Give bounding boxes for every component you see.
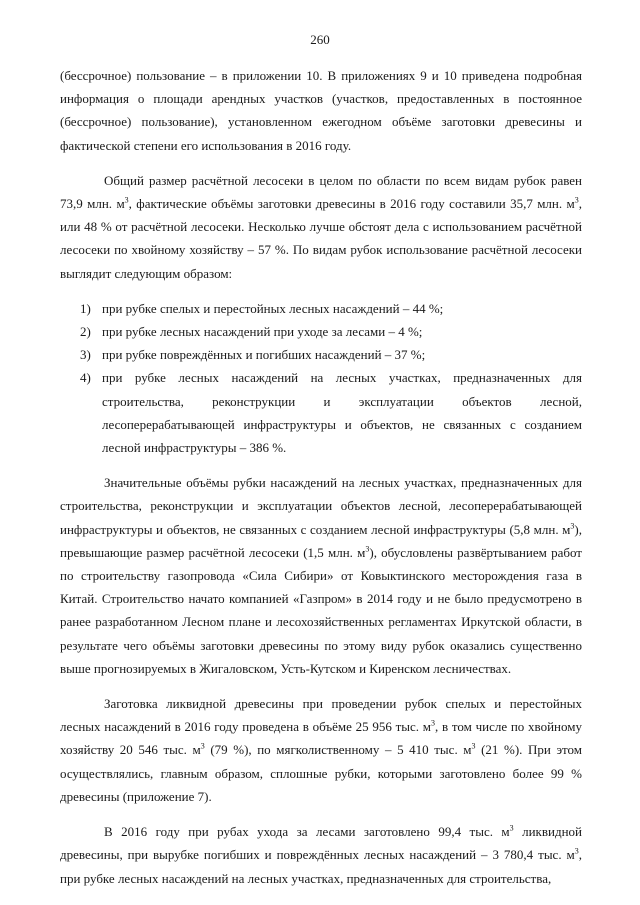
paragraph-liquid-wood bbox=[60, 692, 582, 808]
text-run: , фактические объёмы заготовки древесины в 2016 году составили 35,7 млн. м bbox=[128, 196, 575, 212]
text-run: , при рубке лесных насаждений на лесных участках, предназначенных для строительства, bbox=[60, 847, 582, 886]
text-run: Значительные объёмы рубки насаждений на лесных участках, предназначенных для строительства, реконструкции и эксплуатации объектов лесной, лесоперерабатывающей инфраструктуры и объектов, не связанных с созданием лесной инфраструктуры (5,8 млн. м bbox=[60, 475, 582, 537]
paragraph-thinning bbox=[60, 820, 582, 890]
page-content bbox=[60, 64, 582, 890]
text-run: (79 %), по мягколиственному – 5 410 тыс. м bbox=[204, 742, 472, 758]
superscript: 3 bbox=[431, 718, 435, 728]
list-text: при рубке лесных насаждений на лесных участках, предназначенных для строительства, реконструкции и эксплуатации объектов лесной, лесоперерабатывающей инфраструктуры и объектов, не связанных с созданием лесной инфраструктуры – 386 %. bbox=[102, 370, 582, 456]
list-text: при рубке спелых и перестойных лесных насаждений – 44 %; bbox=[102, 300, 444, 316]
text-run: ), обусловлены развёртыванием работ по строительству газопровода «Сила Сибири» от Ковыктинского месторождения газа в Китай. Строительство начато компанией «Газпром» в 2014 году и не было предусмотрено в ранее разработанном Лесном плане и лесохозяйственных регламентах Иркутской области, в результате чего объёмы заготовки древесины по этому виду рубок оказались существенно выше прогнозируемых в Жигаловском, Усть-Кутском и Киренском лесничествах. bbox=[60, 544, 582, 676]
list-number: 2) bbox=[80, 324, 91, 340]
list-item bbox=[60, 297, 582, 320]
superscript: 3 bbox=[574, 846, 579, 856]
list-item bbox=[60, 343, 582, 366]
text-run: Общий размер расчётной лесосеки в целом по области по всем видам рубок равен 73,9 млн. м bbox=[60, 172, 582, 212]
list-number: 1) bbox=[80, 300, 91, 316]
list-item bbox=[60, 320, 582, 343]
text-run: (21 %). При этом осуществлялись, главным образом, сплошные рубки, которыми заготовлено более 99 % древесины (приложение 7). bbox=[60, 742, 583, 804]
text-run: Заготовка ликвидной древесины при проведении рубок спелых и перестойных лесных насаждений в 2016 году проведена в объёме 25 956 тыс. м bbox=[60, 696, 582, 735]
superscript: 3 bbox=[574, 195, 579, 205]
list-number: 3) bbox=[80, 347, 91, 363]
superscript: 3 bbox=[471, 742, 476, 752]
list-item bbox=[60, 366, 582, 459]
cutting-types-list bbox=[60, 297, 582, 459]
text-run: , в том числе по хвойному хозяйству 20 546 тыс. м bbox=[60, 719, 582, 758]
paragraph-pipeline bbox=[60, 471, 582, 680]
text-run: ), превышающие размер расчётной лесосеки (1,5 млн. м bbox=[60, 521, 582, 560]
list-text: при рубке лесных насаждений при уходе за лесами – 4 %; bbox=[102, 324, 423, 340]
superscript: 3 bbox=[509, 823, 514, 833]
paragraph-continuation: (бессрочное) пользование – в приложении 10. В приложениях 9 и 10 приведена подробная информация о площади арендных участков (участков, предоставленных в постоянное (бессрочное) пользование), установленном ежегодном объёме заготовки древесины и фактической степени его использования в 2016 году. bbox=[60, 68, 582, 153]
page-number: 260 bbox=[310, 32, 330, 47]
text-run: ликвидной древесины, при вырубке погибших и повреждённых лесных насаждений – 3 780,4 тыс. м bbox=[60, 824, 582, 863]
text-run: , или 48 % от расчётной лесосеки. Несколько лучше обстоят дела с использованием расчётной лесосеки по хвойному хозяйству – 57 %. По видам рубок использование расчётной лесосеки выглядит следующим образом: bbox=[60, 196, 582, 281]
list-number: 4) bbox=[80, 370, 91, 386]
list-text: при рубке повреждённых и погибших насаждений – 37 %; bbox=[102, 347, 426, 363]
superscript: 3 bbox=[365, 544, 370, 554]
superscript: 3 bbox=[200, 742, 205, 752]
superscript: 3 bbox=[124, 195, 129, 205]
paragraph-allowable-cut bbox=[60, 169, 582, 285]
text-run: В 2016 году при рубах ухода за лесами заготовлено 99,4 тыс. м bbox=[104, 824, 510, 840]
superscript: 3 bbox=[570, 521, 575, 531]
